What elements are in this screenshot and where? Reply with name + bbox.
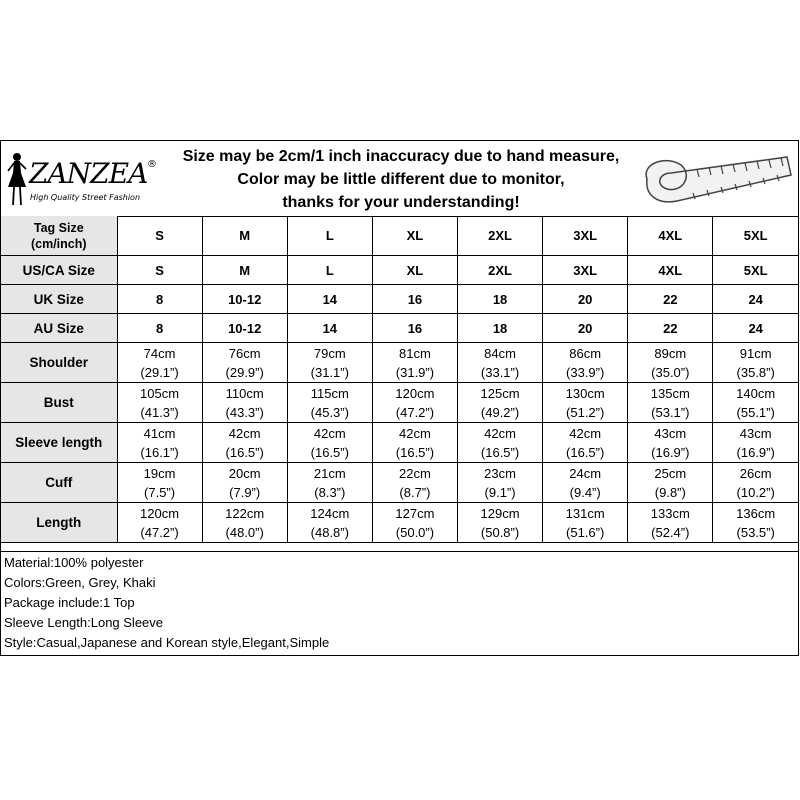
measurement-notice	[151, 145, 651, 214]
tag-size-label-line: Tag Size	[33, 220, 84, 235]
measure-inch: (10.2”)	[736, 484, 775, 500]
measure-cell	[202, 383, 287, 423]
measure-cm: 20cm	[228, 465, 261, 481]
row-label: US/CA Size	[1, 256, 117, 285]
table-row	[1, 503, 798, 543]
detail-style: Style:Casual,Japanese and Korean style,Elegant,Simple	[4, 635, 330, 650]
measure-cell	[458, 503, 543, 543]
measure-cm: 42cm	[569, 425, 602, 441]
brand-name: ZANZEA	[29, 157, 148, 190]
row-label: AU Size	[1, 314, 117, 343]
product-details	[1, 551, 798, 656]
size-header-cell: 4XL	[628, 216, 713, 256]
measure-inch: (49.2”)	[480, 404, 520, 420]
measure-inch: (16.5”)	[566, 444, 605, 460]
measure-cm: 43cm	[739, 425, 772, 441]
measure-cell	[543, 343, 628, 383]
measure-cm: 25cm	[654, 465, 687, 481]
measure-cell	[628, 343, 713, 383]
measure-cm: 105cm	[140, 385, 180, 401]
measure-cm: 135cm	[650, 385, 690, 401]
measure-inch: (7.9”)	[229, 484, 261, 500]
measure-inch: (51.6”)	[566, 524, 605, 540]
measure-cm: 136cm	[736, 505, 776, 521]
size-cell: 10-12	[202, 285, 287, 314]
size-cell: 14	[287, 285, 372, 314]
measure-cell	[458, 423, 543, 463]
size-table	[1, 216, 798, 543]
tag-size-label-line: (cm/inch)	[30, 236, 87, 251]
measure-inch: (16.5”)	[225, 444, 264, 460]
measure-inch: (33.1”)	[480, 364, 520, 380]
measure-cell	[372, 503, 457, 543]
measure-inch: (29.1”)	[140, 364, 179, 380]
measure-inch: (33.9”)	[566, 364, 605, 380]
size-cell: 10-12	[202, 314, 287, 343]
measure-cell	[458, 463, 543, 503]
measure-cell	[543, 423, 628, 463]
woman-silhouette-icon	[5, 151, 29, 207]
measure-inch: (9.1”)	[484, 484, 516, 500]
measure-cm: 42cm	[313, 425, 346, 441]
measure-cm: 125cm	[480, 385, 520, 401]
measure-cm: 122cm	[225, 505, 265, 521]
row-label: Sleeve length	[1, 423, 117, 463]
size-cell: M	[202, 256, 287, 285]
detail-material: Material:100% polyester	[4, 555, 144, 570]
table-row	[1, 423, 798, 463]
measure-cm: 19cm	[143, 465, 176, 481]
measure-inch: (50.0”)	[395, 524, 435, 540]
registered-mark: ®	[147, 159, 157, 170]
size-header-cell: S	[117, 216, 202, 256]
measure-cm: 91cm	[739, 345, 772, 361]
measure-cm: 133cm	[650, 505, 690, 521]
measure-inch: (53.5”)	[736, 524, 775, 540]
measure-cm: 24cm	[569, 465, 602, 481]
table-row	[1, 216, 798, 256]
tag-size-label	[1, 216, 117, 256]
measure-cm: 42cm	[484, 425, 516, 441]
size-table-body	[1, 216, 798, 543]
size-cell: 14	[287, 314, 372, 343]
size-header-cell: L	[287, 216, 372, 256]
measure-inch: (29.9”)	[225, 364, 264, 380]
measure-cm: 23cm	[484, 465, 516, 481]
measure-cm: 79cm	[313, 345, 346, 361]
measure-inch: (45.3”)	[310, 404, 349, 420]
size-cell: 22	[628, 314, 713, 343]
measure-cell	[628, 503, 713, 543]
measure-cm: 26cm	[739, 465, 772, 481]
measure-cm: 110cm	[225, 385, 264, 401]
measure-inch: (48.8”)	[310, 524, 349, 540]
measure-inch: (31.9”)	[395, 364, 435, 380]
measure-inch: (8.7”)	[399, 484, 431, 500]
measure-cell	[287, 503, 372, 543]
measure-inch: (9.8”)	[654, 484, 686, 500]
measure-inch: (41.3”)	[140, 404, 179, 420]
measure-cell	[117, 463, 202, 503]
measure-inch: (47.2”)	[140, 524, 179, 540]
measure-cell	[628, 423, 713, 463]
measure-inch: (51.2”)	[566, 404, 605, 420]
measure-cm: 131cm	[565, 505, 605, 521]
measure-inch: (16.5”)	[480, 444, 520, 460]
measure-inch: (35.0”)	[651, 364, 690, 380]
size-header-cell: M	[202, 216, 287, 256]
measure-cell	[202, 463, 287, 503]
measure-cell	[543, 383, 628, 423]
size-cell: 16	[372, 314, 457, 343]
measure-inch: (47.2”)	[395, 404, 435, 420]
measure-inch: (50.8”)	[480, 524, 520, 540]
size-cell: 20	[543, 285, 628, 314]
measure-cell	[372, 463, 457, 503]
measure-cell	[543, 463, 628, 503]
measure-cm: 22cm	[399, 465, 431, 481]
measure-cm: 130cm	[565, 385, 605, 401]
measure-inch: (7.5”)	[144, 484, 176, 500]
measure-cm: 81cm	[399, 345, 431, 361]
row-label: Length	[1, 503, 117, 543]
row-label: Bust	[1, 383, 117, 423]
table-row	[1, 285, 798, 314]
measure-cell	[202, 423, 287, 463]
measure-cm: 140cm	[736, 385, 776, 401]
measure-cell	[543, 503, 628, 543]
size-cell: 24	[713, 285, 798, 314]
size-cell: 18	[458, 314, 543, 343]
measure-cell	[713, 383, 798, 423]
measure-cm: 84cm	[484, 345, 516, 361]
size-header-cell: 3XL	[543, 216, 628, 256]
size-header-cell: XL	[372, 216, 457, 256]
measure-cm: 43cm	[654, 425, 687, 441]
size-chart-sheet	[0, 140, 799, 656]
measure-cell	[372, 343, 457, 383]
measure-cell	[372, 423, 457, 463]
size-cell: 24	[713, 314, 798, 343]
measure-cell	[628, 383, 713, 423]
detail-sleeve-length: Sleeve Length:Long Sleeve	[4, 615, 164, 630]
row-label: UK Size	[1, 285, 117, 314]
measure-inch: (16.1”)	[140, 444, 179, 460]
size-cell: 22	[628, 285, 713, 314]
measure-inch: (55.1”)	[736, 404, 775, 420]
size-cell: 8	[117, 314, 202, 343]
measure-cell	[202, 503, 287, 543]
header	[1, 141, 798, 217]
measure-inch: (48.0”)	[225, 524, 264, 540]
size-cell: 20	[543, 314, 628, 343]
size-cell: 8	[117, 285, 202, 314]
notice-line: Color may be little different due to monitor,	[237, 171, 565, 188]
measure-cm: 115cm	[310, 385, 349, 401]
measure-inch: (16.9”)	[736, 444, 775, 460]
measure-inch: (16.5”)	[395, 444, 435, 460]
measure-cm: 74cm	[143, 345, 176, 361]
size-cell: 18	[458, 285, 543, 314]
measure-inch: (52.4”)	[651, 524, 690, 540]
table-row	[1, 256, 798, 285]
measure-cm: 89cm	[654, 345, 687, 361]
size-cell: 5XL	[713, 256, 798, 285]
size-cell: 4XL	[628, 256, 713, 285]
detail-package: Package include:1 Top	[4, 595, 135, 610]
measure-cm: 42cm	[399, 425, 431, 441]
measure-cell	[117, 343, 202, 383]
measure-cm: 76cm	[228, 345, 261, 361]
size-cell: S	[117, 256, 202, 285]
table-row	[1, 383, 798, 423]
measure-cell	[287, 423, 372, 463]
notice-line: thanks for your understanding!	[282, 194, 520, 211]
measure-inch: (31.1”)	[310, 364, 349, 380]
measure-cell	[713, 423, 798, 463]
measure-cm: 124cm	[310, 505, 350, 521]
measure-cell	[117, 503, 202, 543]
measure-cell	[117, 423, 202, 463]
measure-cell	[458, 343, 543, 383]
measure-cell	[713, 343, 798, 383]
measure-cm: 86cm	[569, 345, 602, 361]
measuring-tape-icon	[637, 149, 795, 211]
measure-inch: (43.3”)	[225, 404, 264, 420]
size-cell: XL	[372, 256, 457, 285]
measure-cell	[372, 383, 457, 423]
measure-cm: 127cm	[395, 505, 435, 521]
size-header-cell: 5XL	[713, 216, 798, 256]
row-label: Shoulder	[1, 343, 117, 383]
measure-cell	[117, 383, 202, 423]
measure-cm: 120cm	[395, 385, 435, 401]
measure-inch: (35.8”)	[736, 364, 775, 380]
detail-colors: Colors:Green, Grey, Khaki	[4, 575, 156, 590]
measure-cell	[458, 383, 543, 423]
table-row	[1, 463, 798, 503]
measure-inch: (8.3”)	[314, 484, 346, 500]
measure-inch: (16.5”)	[310, 444, 349, 460]
brand-tagline: High Quality Street Fashion	[30, 193, 141, 202]
size-header-cell: 2XL	[458, 216, 543, 256]
measure-cm: 120cm	[140, 505, 180, 521]
measure-cell	[713, 503, 798, 543]
measure-cell	[713, 463, 798, 503]
measure-cell	[202, 343, 287, 383]
size-cell: 16	[372, 285, 457, 314]
measure-inch: (9.4”)	[569, 484, 601, 500]
measure-cm: 42cm	[228, 425, 261, 441]
brand-logo	[5, 149, 165, 209]
notice-line: Size may be 2cm/1 inch inaccuracy due to hand measure,	[182, 148, 620, 165]
row-label: Cuff	[1, 463, 117, 503]
measure-cm: 41cm	[143, 425, 176, 441]
measure-cell	[287, 343, 372, 383]
measure-cell	[287, 383, 372, 423]
measure-cm: 129cm	[480, 505, 520, 521]
size-cell: 3XL	[543, 256, 628, 285]
size-cell: L	[287, 256, 372, 285]
measure-inch: (53.1”)	[651, 404, 690, 420]
table-row	[1, 343, 798, 383]
measure-inch: (16.9”)	[651, 444, 690, 460]
measure-cell	[628, 463, 713, 503]
size-cell: 2XL	[458, 256, 543, 285]
measure-cm: 21cm	[313, 465, 346, 481]
measure-cell	[287, 463, 372, 503]
table-row	[1, 314, 798, 343]
